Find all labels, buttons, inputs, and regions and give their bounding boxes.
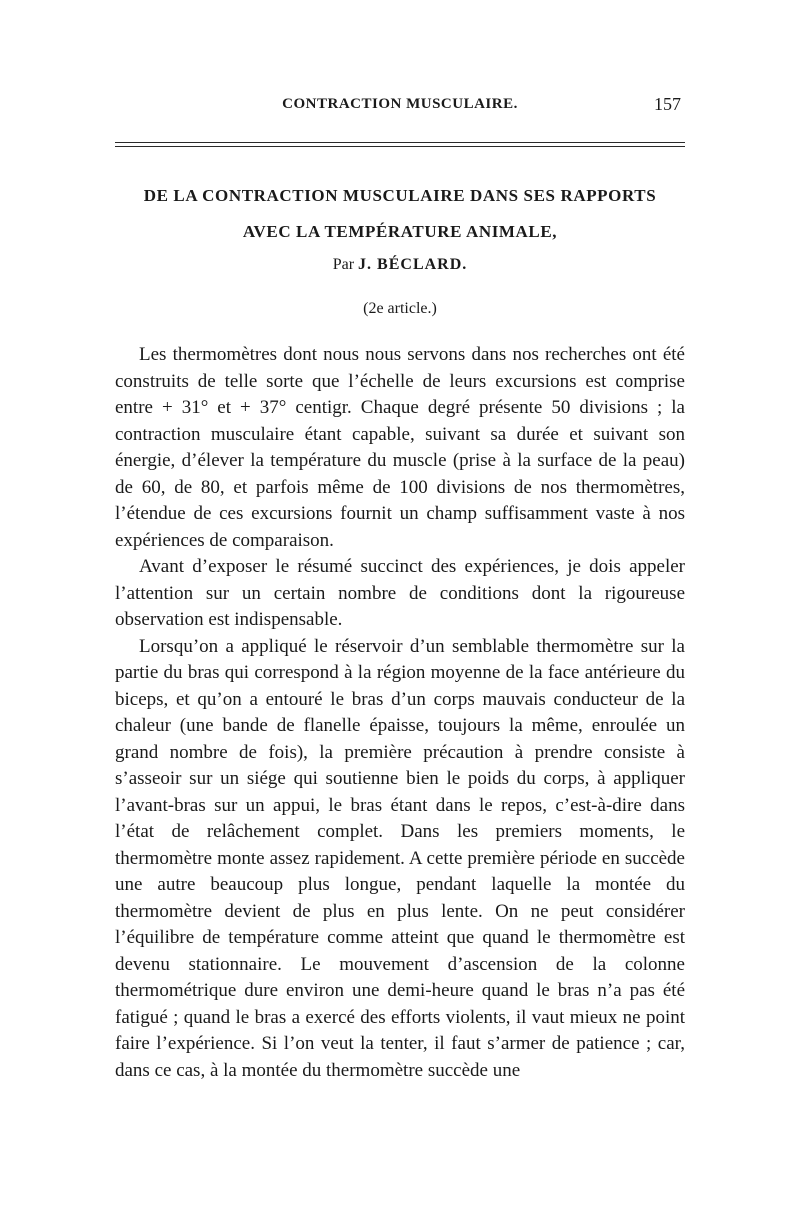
article-title-line-2: AVEC LA TEMPÉRATURE ANIMALE, bbox=[242, 222, 558, 241]
running-title: CONTRACTION MUSCULAIRE. bbox=[282, 96, 518, 112]
page-number: 157 bbox=[654, 94, 681, 114]
body-paragraph-1: Les thermomètres dont nous nous servons dans nos recherches ont été construits de telle sorte que l’échelle de leurs excursions est comprise entre + 31° et + 37° centigr. Chaque degré présente 50 divisions ; la contraction musculaire étant capable, suivant sa durée et suivant son énergie, d’élever la température du muscle (prise à la surface de la peau) de 60, de 80, et parfois même de 100 divisions de nos thermomètres, l’étendue de ces excursions fournit un champ suffisamment vaste à nos expériences de comparaison. bbox=[115, 344, 685, 551]
running-head bbox=[115, 96, 685, 122]
header-rule-thick bbox=[115, 142, 685, 143]
body-paragraph-3: Lorsqu’on a appliqué le réservoir d’un semblable thermomètre sur la partie du bras qui correspond à la région moyenne de la face antérieure du biceps, et qu’on a entouré le bras d’un corps mauvais conducteur de la chaleur (une bande de flanelle épaisse, toujours la même, enroulée un grand nombre de fois), la première précaution à prendre consiste à s’asseoir sur un siége qui soutienne bien le poids du corps, à appliquer l’avant-bras sur un appui, le bras étant dans le repos, c’est-à-dire dans l’état de relâchement complet. Dans les premiers moments, le thermomètre monte assez rapidement. A cette première période en succède une autre beaucoup plus longue, pendant laquelle la montée du thermomètre devient de plus en plus lente. On ne peut considérer l’équilibre de température comme atteint que quand le thermomètre est devenu stationnaire. Le mouvement d’ascension de la colonne thermométrique dure environ une demi-heure quand le bras n’a pas été fatigué ; quand le bras a exercé des efforts violents, il vaut mieux ne point faire l’expérience. Si l’on veut la tenter, il faut s’armer de patience ; car, dans ce cas, à la montée du thermomètre succède une bbox=[115, 635, 685, 1081]
article-body bbox=[115, 342, 685, 1084]
article-part-label: (2e article.) bbox=[363, 300, 437, 317]
article-title bbox=[115, 178, 685, 250]
article-byline bbox=[115, 256, 685, 274]
article-title-line-1: DE LA CONTRACTION MUSCULAIRE DANS SES RAPPORTS bbox=[143, 186, 657, 205]
header-rule-thin bbox=[115, 146, 685, 147]
author-name: J. BÉCLARD. bbox=[358, 256, 468, 273]
byline-prefix: Par bbox=[332, 256, 359, 273]
body-paragraph-2: Avant d’exposer le résumé succinct des expériences, je dois appeler l’attention sur un certain nombre de conditions dont la rigoureuse observation est indispensable. bbox=[115, 556, 685, 630]
